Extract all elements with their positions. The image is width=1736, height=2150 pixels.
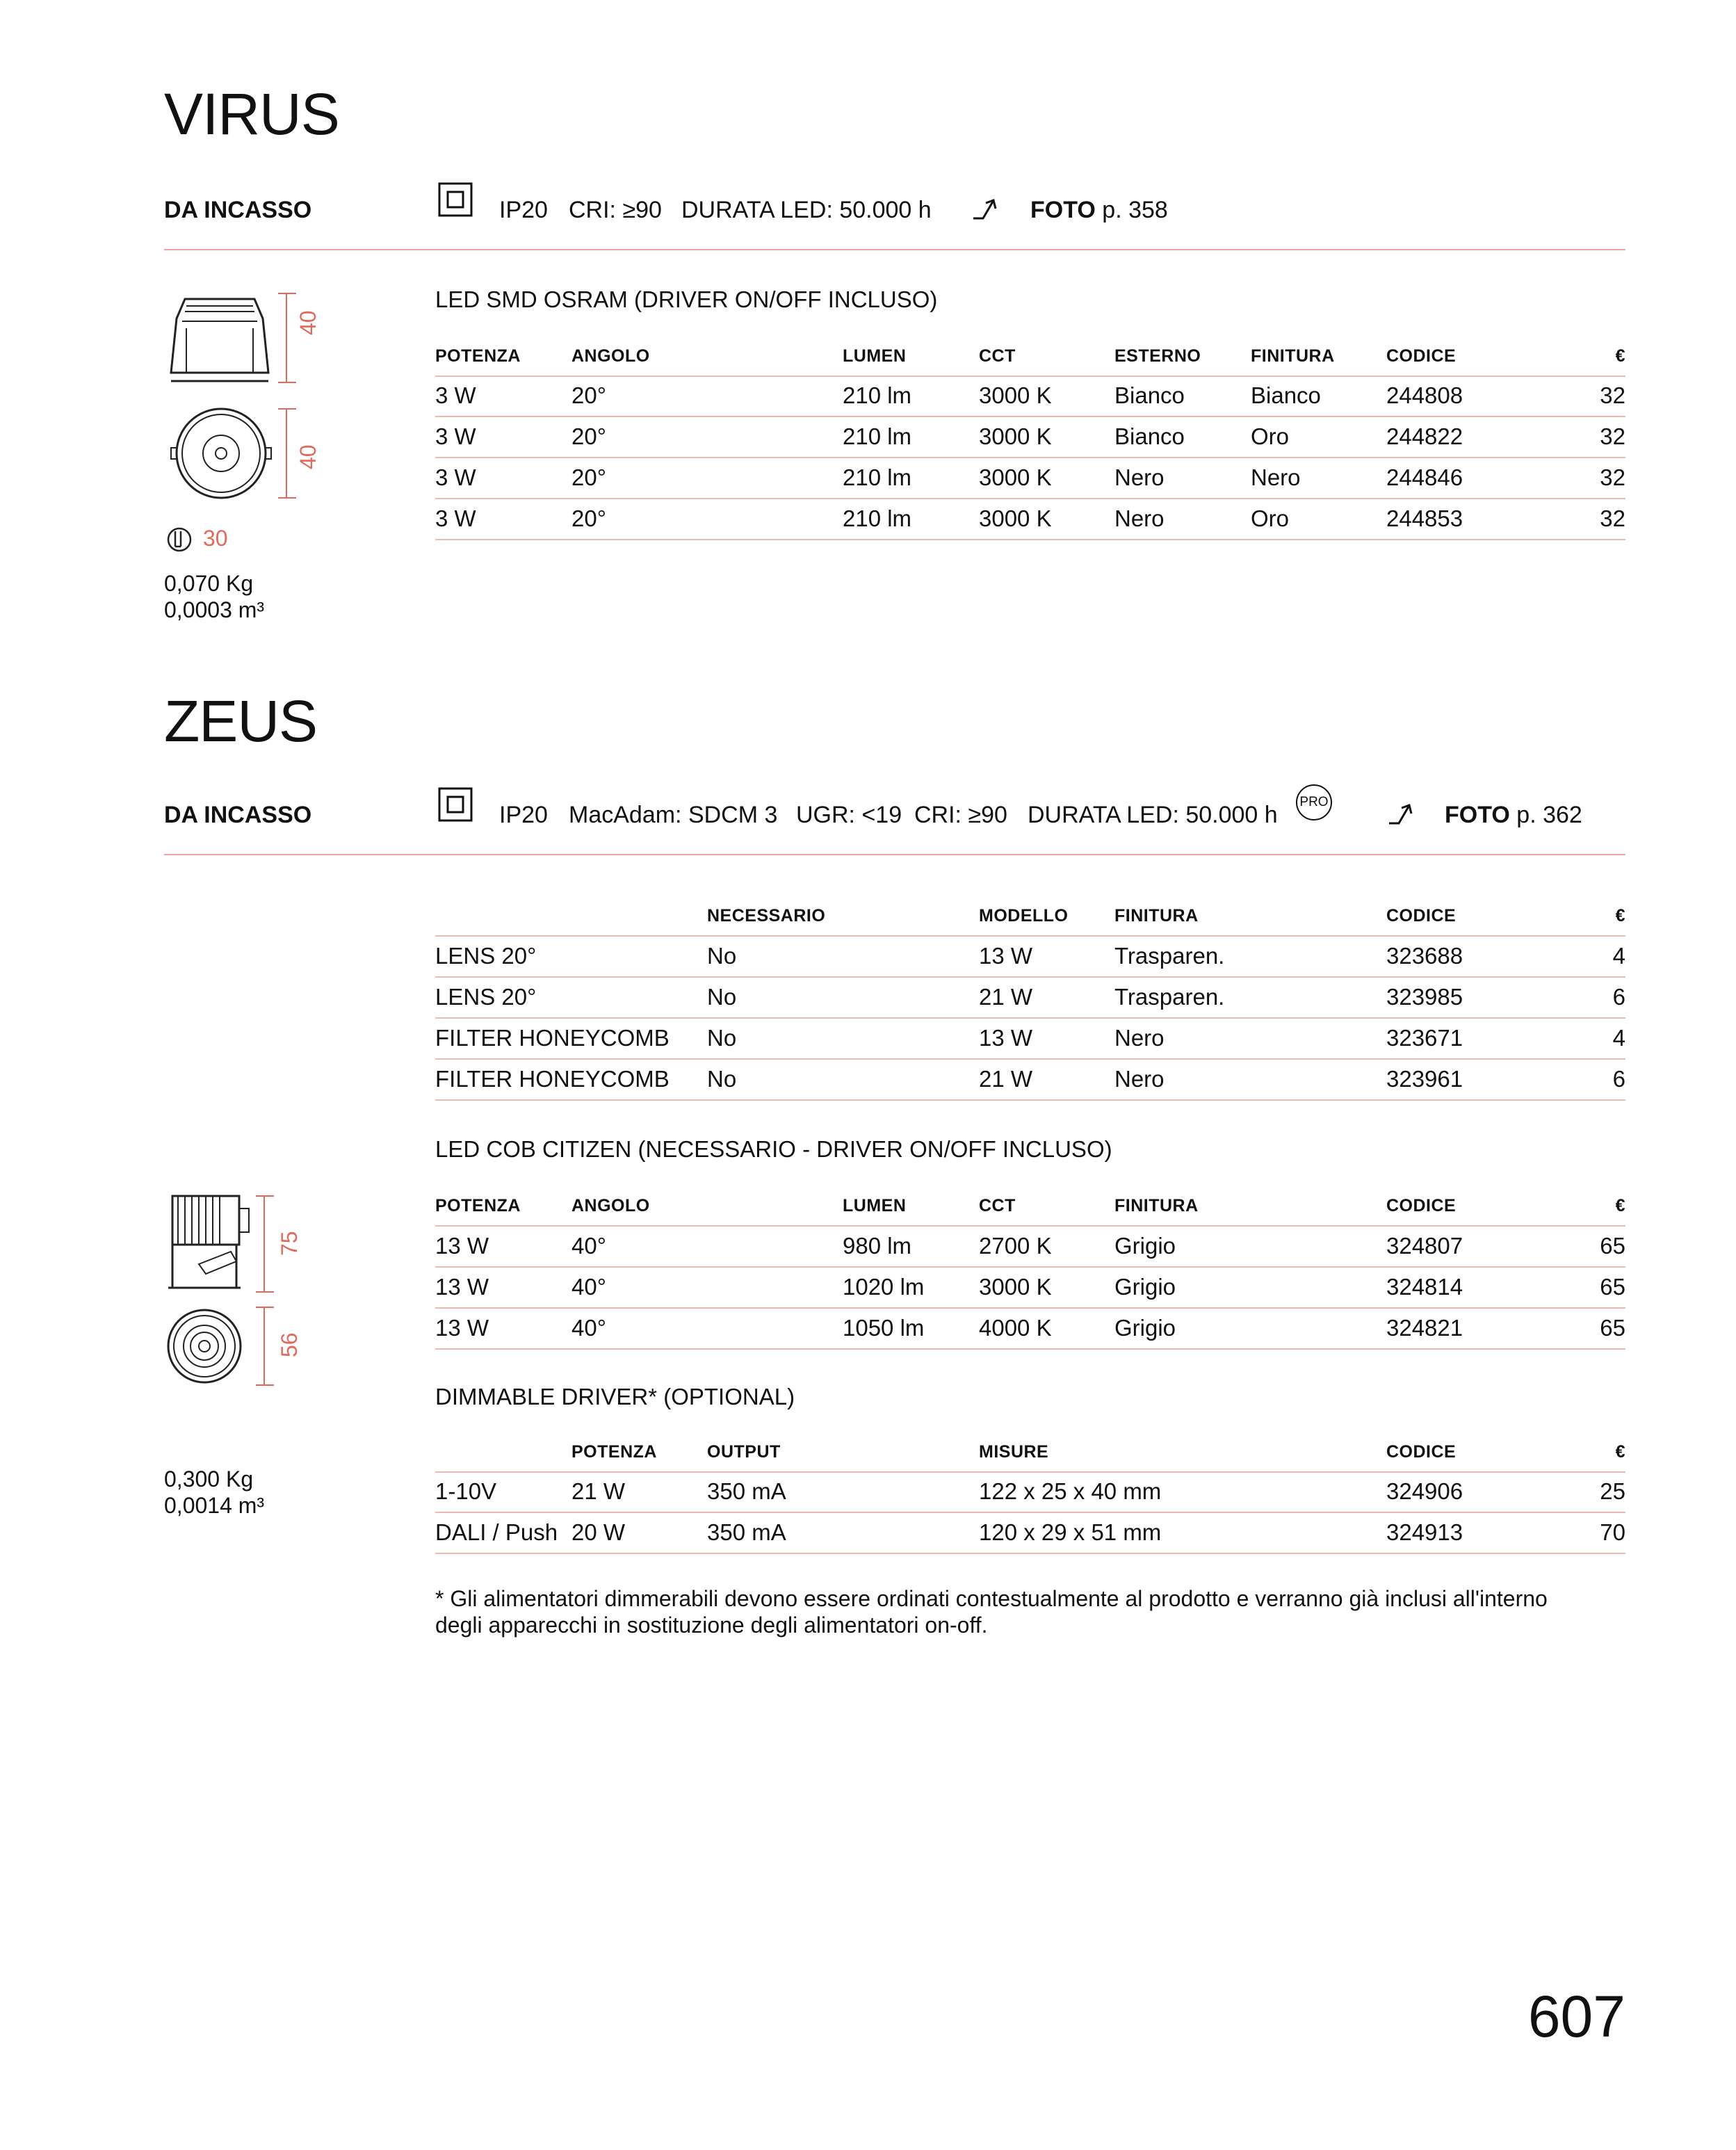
zeus-top-drawing xyxy=(164,1307,289,1394)
cell-articolo: FILTER HONEYCOMB xyxy=(435,1066,670,1092)
cell-lumen: 980 lm xyxy=(843,1233,912,1259)
cell-modello: 13 W xyxy=(979,1025,1033,1051)
cell-codice: 323961 xyxy=(1386,1066,1463,1092)
cell-esterno: Bianco xyxy=(1114,423,1185,449)
drv-th-misure: MISURE xyxy=(979,1442,1049,1462)
virus-table-title: LED SMD OSRAM (DRIVER ON/OFF INCLUSO) xyxy=(435,286,938,312)
acc-row-rule xyxy=(435,1058,1625,1060)
cell-potenza: 3 W xyxy=(435,506,476,531)
zeus-macadam: MacAdam: SDCM 3 xyxy=(569,802,778,828)
cell-esterno: Nero xyxy=(1114,464,1165,490)
virus-volume: 0,0003 m³ xyxy=(164,597,265,622)
cell-prezzo: 25 xyxy=(1600,1478,1625,1504)
virus-row-rule xyxy=(435,416,1625,417)
cell-codice: 323671 xyxy=(1386,1025,1463,1051)
acc-row-rule xyxy=(435,1017,1625,1019)
zeus-weight: 0,300 Kg xyxy=(164,1466,254,1492)
cell-potenza: 13 W xyxy=(435,1233,489,1259)
cell-codice: 244853 xyxy=(1386,506,1463,531)
acc-th-codice: CODICE xyxy=(1386,906,1457,926)
cell-angolo: 40° xyxy=(571,1274,606,1300)
virus-row-rule xyxy=(435,457,1625,458)
virus-cutout-dim: 30 xyxy=(203,526,228,551)
zeus-title: ZEUS xyxy=(164,688,318,754)
acc-row-rule xyxy=(435,1099,1625,1101)
zeus-foto-page: p. 362 xyxy=(1516,802,1582,828)
acc-th-finitura: FINITURA xyxy=(1114,906,1199,926)
cell-output: 350 mA xyxy=(707,1478,786,1504)
virus-header-rule xyxy=(164,249,1625,250)
cell-codice: 324913 xyxy=(1386,1519,1463,1545)
cell-potenza: 21 W xyxy=(571,1478,626,1504)
cell-modello: 13 W xyxy=(979,943,1033,969)
zeus-foto-link[interactable] xyxy=(1445,802,1582,829)
zeus-foto-label: FOTO xyxy=(1445,802,1510,828)
cell-prezzo: 65 xyxy=(1600,1233,1625,1259)
zeus-ugr: UGR: <19 xyxy=(796,802,902,828)
cell-prezzo: 6 xyxy=(1612,1066,1625,1092)
virus-row-rule xyxy=(435,375,1625,377)
cell-lumen: 210 lm xyxy=(843,382,912,408)
virus-top-drawing xyxy=(164,410,303,511)
indoor-icon xyxy=(438,182,473,220)
cell-codice: 323985 xyxy=(1386,984,1463,1010)
led-th-potenza: POTENZA xyxy=(435,1196,521,1215)
virus-th-codice: CODICE xyxy=(1386,346,1457,366)
cell-prezzo: 65 xyxy=(1600,1315,1625,1341)
cell-prezzo: 32 xyxy=(1600,464,1625,490)
photo-arrow-icon xyxy=(972,195,1000,226)
cell-cct: 3000 K xyxy=(979,506,1052,531)
virus-weight: 0,070 Kg xyxy=(164,571,254,596)
cell-codice: 324807 xyxy=(1386,1233,1463,1259)
cell-potenza: 3 W xyxy=(435,423,476,449)
cell-codice: 244808 xyxy=(1386,382,1463,408)
cell-angolo: 40° xyxy=(571,1315,606,1341)
page-number: 607 xyxy=(1527,1984,1625,2049)
cell-finitura: Oro xyxy=(1251,506,1290,531)
cell-prezzo: 32 xyxy=(1600,506,1625,531)
cell-angolo: 20° xyxy=(571,382,606,408)
virus-th-finitura: FINITURA xyxy=(1251,346,1335,366)
cell-necessario: No xyxy=(707,984,737,1010)
cell-prezzo: 4 xyxy=(1612,943,1625,969)
cell-codice: 323688 xyxy=(1386,943,1463,969)
cell-articolo: LENS 20° xyxy=(435,984,537,1010)
cell-angolo: 20° xyxy=(571,464,606,490)
virus-row-rule xyxy=(435,539,1625,540)
cell-prezzo: 65 xyxy=(1600,1274,1625,1300)
virus-foto-label: FOTO xyxy=(1030,197,1096,223)
virus-th-potenza: POTENZA xyxy=(435,346,521,366)
cell-angolo: 20° xyxy=(571,423,606,449)
indoor-icon xyxy=(438,787,473,825)
cell-prezzo: 70 xyxy=(1600,1519,1625,1545)
virus-row-rule xyxy=(435,498,1625,499)
cell-codice: 244846 xyxy=(1386,464,1463,490)
zeus-cri: CRI: ≥90 xyxy=(914,802,1007,828)
cell-prezzo: 32 xyxy=(1600,423,1625,449)
led-th-angolo: ANGOLO xyxy=(571,1196,650,1215)
acc-row-rule xyxy=(435,935,1625,937)
zeus-volume: 0,0014 m³ xyxy=(164,1493,265,1518)
led-row-rule xyxy=(435,1348,1625,1350)
cell-esterno: Bianco xyxy=(1114,382,1185,408)
led-th-finitura: FINITURA xyxy=(1114,1196,1199,1215)
zeus-section-label: DA INCASSO xyxy=(164,802,312,828)
cell-angolo: 20° xyxy=(571,506,606,531)
zeus-led-title: LED COB CITIZEN (NECESSARIO - DRIVER ON/OFF INCLUSO) xyxy=(435,1136,1112,1162)
acc-th-prezzo: € xyxy=(1615,906,1625,926)
cell-finitura: Trasparen. xyxy=(1114,984,1225,1010)
cutout-icon xyxy=(165,526,193,557)
cell-output: 350 mA xyxy=(707,1519,786,1545)
footnote-line-2: degli apparecchi in sostituzione degli alimentatori on-off. xyxy=(435,1612,988,1638)
drv-th-codice: CODICE xyxy=(1386,1442,1457,1462)
virus-foto-page: p. 358 xyxy=(1102,197,1168,223)
drv-row-rule xyxy=(435,1553,1625,1554)
cell-finitura: Bianco xyxy=(1251,382,1321,408)
cell-prezzo: 32 xyxy=(1600,382,1625,408)
zeus-diameter-dim: 56 xyxy=(277,1332,302,1357)
drv-th-potenza: POTENZA xyxy=(571,1442,657,1462)
photo-arrow-icon xyxy=(1388,800,1415,831)
acc-th-necessario: NECESSARIO xyxy=(707,906,826,926)
led-th-prezzo: € xyxy=(1615,1196,1625,1215)
zeus-durata: DURATA LED: 50.000 h xyxy=(1028,802,1278,828)
footnote-line-1: * Gli alimentatori dimmerabili devono essere ordinati contestualmente al prodotto e verranno già inclusi all'interno xyxy=(435,1586,1548,1611)
zeus-driver-title: DIMMABLE DRIVER* (OPTIONAL) xyxy=(435,1384,795,1409)
cell-cct: 3000 K xyxy=(979,464,1052,490)
cell-misure: 120 x 29 x 51 mm xyxy=(979,1519,1162,1545)
cell-lumen: 210 lm xyxy=(843,464,912,490)
cell-codice: 324814 xyxy=(1386,1274,1463,1300)
cell-potenza: 3 W xyxy=(435,382,476,408)
drv-row-rule xyxy=(435,1471,1625,1473)
cell-codice: 244822 xyxy=(1386,423,1463,449)
led-row-rule xyxy=(435,1225,1625,1227)
cell-codice: 324906 xyxy=(1386,1478,1463,1504)
cell-finitura: Grigio xyxy=(1114,1315,1176,1341)
zeus-height-dim: 75 xyxy=(277,1231,302,1256)
cell-potenza: 20 W xyxy=(571,1519,626,1545)
virus-cri: CRI: ≥90 xyxy=(569,197,662,223)
virus-th-prezzo: € xyxy=(1615,346,1625,366)
cell-esterno: Nero xyxy=(1114,506,1165,531)
virus-title: VIRUS xyxy=(164,81,339,147)
pro-badge-icon: PRO xyxy=(1296,784,1332,821)
zeus-side-drawing xyxy=(164,1195,289,1302)
cell-necessario: No xyxy=(707,1025,737,1051)
cell-necessario: No xyxy=(707,1066,737,1092)
cell-finitura: Grigio xyxy=(1114,1274,1176,1300)
cell-finitura: Nero xyxy=(1114,1025,1165,1051)
cell-finitura: Oro xyxy=(1251,423,1290,449)
cell-codice: 324821 xyxy=(1386,1315,1463,1341)
cell-cct: 4000 K xyxy=(979,1315,1052,1341)
cell-potenza: 3 W xyxy=(435,464,476,490)
cell-cct: 3000 K xyxy=(979,423,1052,449)
cell-cct: 3000 K xyxy=(979,1274,1052,1300)
led-row-rule xyxy=(435,1307,1625,1309)
zeus-header-rule xyxy=(164,854,1625,855)
cell-prezzo: 6 xyxy=(1612,984,1625,1010)
cell-finitura: Trasparen. xyxy=(1114,943,1225,969)
virus-height-dim: 40 xyxy=(295,310,321,335)
cell-articolo: FILTER HONEYCOMB xyxy=(435,1025,670,1051)
cell-finitura: Nero xyxy=(1251,464,1301,490)
virus-th-esterno: ESTERNO xyxy=(1114,346,1201,366)
cell-cct: 3000 K xyxy=(979,382,1052,408)
zeus-ip: IP20 xyxy=(499,802,548,828)
drv-th-prezzo: € xyxy=(1615,1442,1625,1462)
cell-lumen: 1020 lm xyxy=(843,1274,925,1300)
virus-foto-link[interactable] xyxy=(1030,197,1168,224)
cell-misure: 122 x 25 x 40 mm xyxy=(979,1478,1162,1504)
led-th-codice: CODICE xyxy=(1386,1196,1457,1215)
virus-ip: IP20 xyxy=(499,197,548,223)
acc-th-modello: MODELLO xyxy=(979,906,1069,926)
drv-row-rule xyxy=(435,1512,1625,1513)
virus-th-cct: CCT xyxy=(979,346,1016,366)
cell-tipo: DALI / Push xyxy=(435,1519,558,1545)
cell-angolo: 40° xyxy=(571,1233,606,1259)
cell-tipo: 1-10V xyxy=(435,1478,497,1504)
drv-th-output: OUTPUT xyxy=(707,1442,781,1462)
cell-articolo: LENS 20° xyxy=(435,943,537,969)
cell-finitura: Grigio xyxy=(1114,1233,1176,1259)
cell-lumen: 210 lm xyxy=(843,506,912,531)
cell-lumen: 1050 lm xyxy=(843,1315,925,1341)
cell-lumen: 210 lm xyxy=(843,423,912,449)
cell-potenza: 13 W xyxy=(435,1315,489,1341)
virus-section-label: DA INCASSO xyxy=(164,197,312,223)
virus-th-angolo: ANGOLO xyxy=(571,346,650,366)
cell-modello: 21 W xyxy=(979,984,1033,1010)
virus-durata: DURATA LED: 50.000 h xyxy=(681,197,932,223)
virus-side-drawing xyxy=(164,291,303,391)
led-th-lumen: LUMEN xyxy=(843,1196,907,1215)
cell-cct: 2700 K xyxy=(979,1233,1052,1259)
virus-th-lumen: LUMEN xyxy=(843,346,907,366)
led-th-cct: CCT xyxy=(979,1196,1016,1215)
cell-necessario: No xyxy=(707,943,737,969)
cell-potenza: 13 W xyxy=(435,1274,489,1300)
cell-finitura: Nero xyxy=(1114,1066,1165,1092)
cell-modello: 21 W xyxy=(979,1066,1033,1092)
virus-diameter-dim: 40 xyxy=(295,444,321,469)
acc-row-rule xyxy=(435,976,1625,978)
led-row-rule xyxy=(435,1266,1625,1268)
cell-prezzo: 4 xyxy=(1612,1025,1625,1051)
